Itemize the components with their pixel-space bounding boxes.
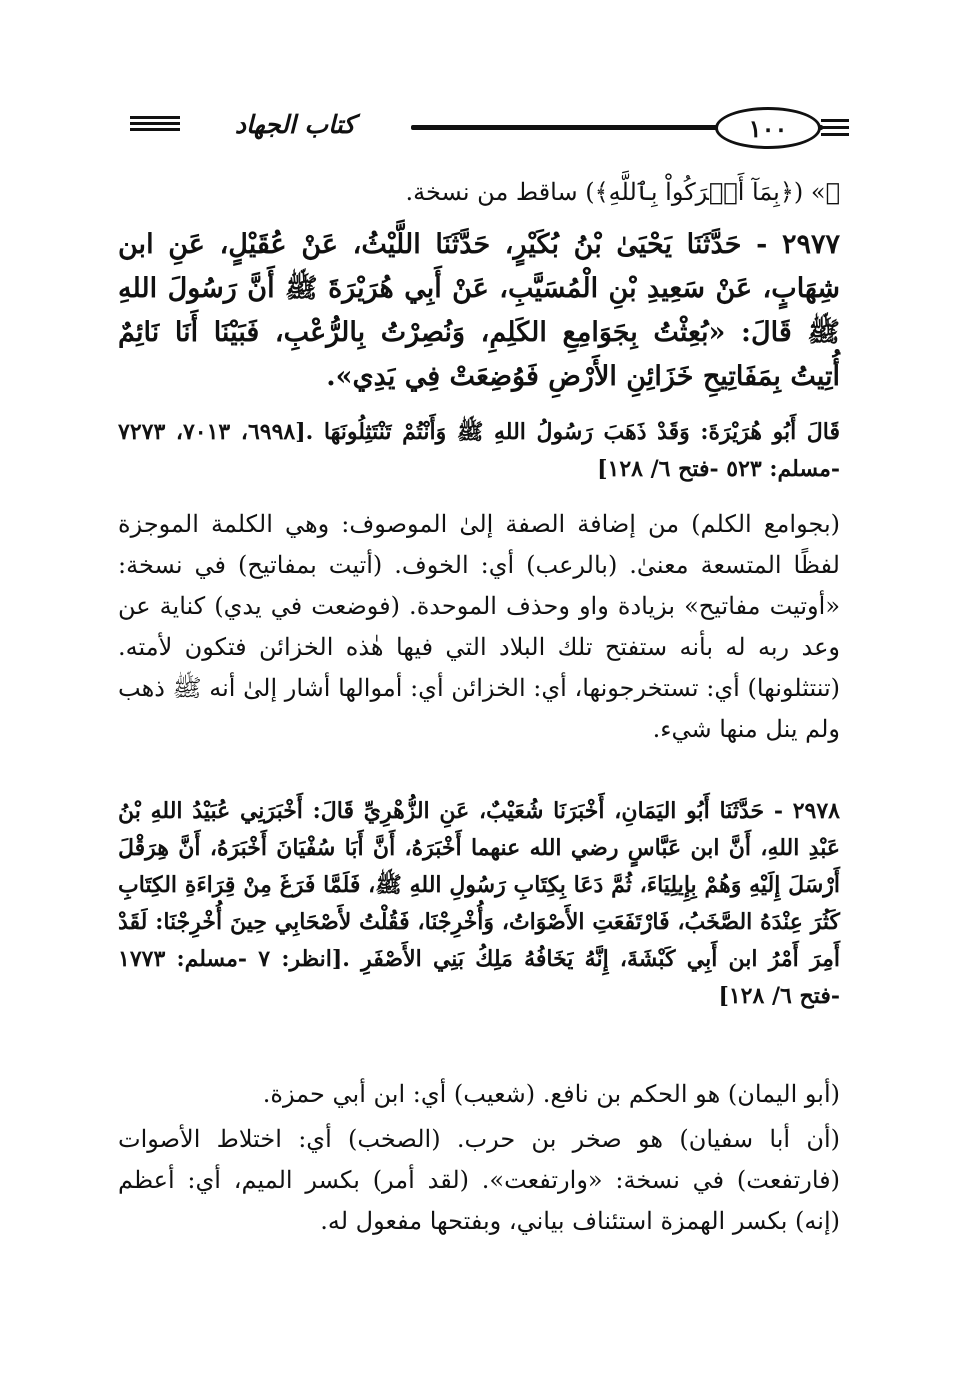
hadith-2978: ٢٩٧٨ - حَدَّثَنَا أَبُو اليَمَانِ، أَخْبَرَنَا شُعَيْبٌ، عَنِ الزُّهْرِيِّ قَالَ: أَخْبَرَنِي عُبَيْدُ اللهِ بْنُ عَبْدِ اللهِ، أَنَّ ابن عَبَّاسٍ رضي الله عنهما أَخْبَرَهُ، أَنَّ أَبَا سُفْيَانَ أَخْبَرَهُ، أَنَّ هِرَقْلَ أَرْسَلَ إِلَيْهِ وَهُمْ بِإِيلِيَاءَ، ثُمَّ دَعَا بِكِتَابِ رَسُولِ اللهِ ﷺ، فَلَمَّا فَرَغَ مِنْ قِرَاءَةِ الكِتَابِ كَثُرَ عِنْدَهُ الصَّخَبُ، فَارْتَفَعَتِ الأَصْوَاتُ، وَأُخْرِجْنَا، فَقُلْتُ لأَصْحَابِي حِينَ أُخْرِجْنَا: لَقَدْ أَمِرَ أَمْرُ ابن أَبِي كَبْشَةَ، إِنَّهُ يَخَافُهُ مَلِكُ بَنِي الأَصْفَرِ .[انظر: ٧ -مسلم: ١٧٧٣ -فتح ٦/ ١٢٨] [118,798,840,1009]
running-title: كتاب الجهاد [234,110,356,139]
page-number-oval [715,107,821,149]
page-number: ١٠٠ [748,113,788,143]
header-rule-right-top [821,119,849,122]
header-rule-left-middle [130,122,180,125]
header-rule-right-middle [821,126,849,129]
header-rule-right-bottom [821,133,849,136]
page-header [115,104,843,154]
header-rule-left-top [130,116,180,119]
hadith-2977-narrator-note: قَالَ أَبُو هُرَيْرَةَ: وَقَدْ ذَهَبَ رَسُولُ اللهِ ﷺ وَأَنْتُمْ تَنْتَثِلُونَهَا .[٦٩٩٨، ٧٠١٣، ٧٢٧٣ -مسلم: ٥٢٣ -فتح ٦/ ١٢٨] [118,419,841,482]
commentary-2978-body: (أن أبا سفيان) هو صخر بن حرب. (الصخب) أي: اختلاط الأصوات (فارتفعت) في نسخة: «وارتفعت». (لقد أمر) بكسر الميم، أي: أعظم (إنه) بكسر الهمزة استئناف بياني، وبفتحها مفعول له. [118,1125,840,1235]
hadith-2977: ٢٩٧٧ - حَدَّثَنَا يَحْيَىٰ بْنُ بُكَيْرٍ، حَدَّثَنَا اللَّيْثُ، عَنْ عُقَيْلٍ، عَنِ ابن شِهَابٍ، عَنْ سَعِيدِ بْنِ الْمُسَيَّبِ، عَنْ أَبِي هُرَيْرَةَ ﷺ أَنَّ رَسُولَ اللهِ ﷺ قَالَ: «بُعِثْتُ بِجَوَامِعِ الكَلِمِ، وَنُصِرْتُ بِالرُّعْبِ، فَبَيْنَا أَنَا نَائِمٌ أُتِيتُ بِمَفَاتِيحِ خَزَائِنِ الأَرْضِ فَوُضِعَتْ فِي يَدِي». [118,229,840,392]
commentary-2978-line1: (أبو اليمان) هو الحكم بن نافع. (شعيب) أي: ابن أبي حمزة. [262,1080,840,1108]
paragraph-continuation: ﷺ» (﴿بِمَآ أَشۡرَكُواْ بِٱللَّهِ﴾) ساقط من نسخة. [405,178,840,206]
header-rule-left-bottom [130,128,180,131]
commentary-2977: (بجوامع الكلم) من إضافة الصفة إلىٰ الموصوف: وهي الكلمة الموجزة لفظًا المتسعة معنىٰ. (بالرعب) أي: الخوف. (أتيت بمفاتيح) في نسخة: «أوتيت مفاتيح» بزيادة واو وحذف الموحدة. (فوضعت في يدي) كناية عن وعد ربه له بأنه ستفتح تلك البلاد التي فيها هٰذه الخزائن فتكون لأمته. (تنتثلونها) أي: تستخرجونها، أي: الخزائن أي: أموالها أشار إلىٰ أنه ﷺ ذهب ولم ينل منها شيء. [118,510,840,743]
